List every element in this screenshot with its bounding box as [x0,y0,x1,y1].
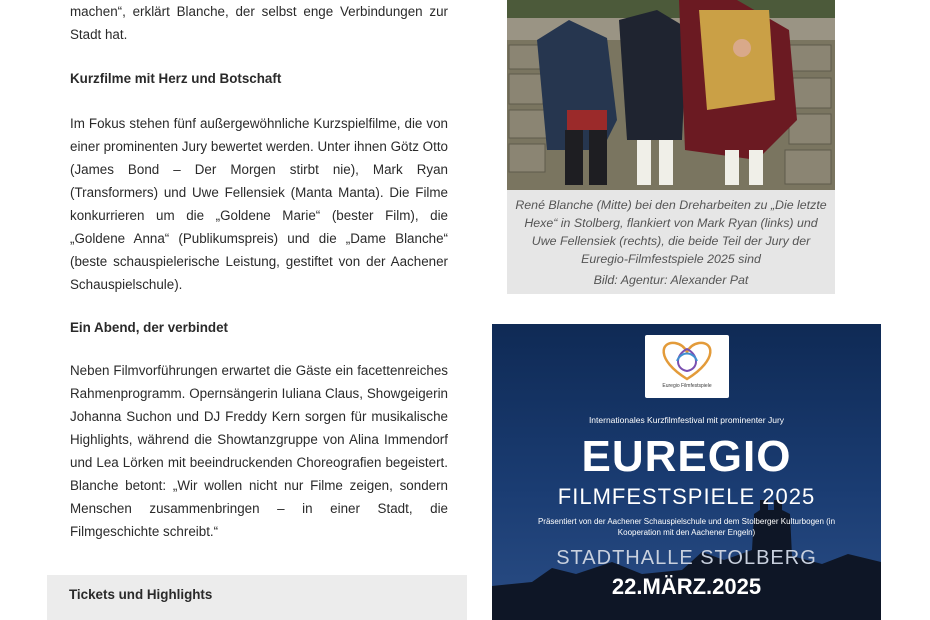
photo-credit: Bild: Agentur: Alexander Pat [593,273,749,287]
poster-subtitle: Internationales Kurzfilmfestival mit prominenter Jury [588,415,785,425]
film-set-photo [507,0,835,190]
poster-venue: STADTHALLE STOLBERG [556,547,817,569]
poster-presented-by: Präsentiert von der Aachener Schauspielschule und dem Stolberger Kulturbogen (in Kooperation mit den Aachener Engeln) [537,517,836,537]
section-heading-abend: Ein Abend, der verbindet [70,320,228,335]
photo-figure [507,0,835,294]
section-heading-tickets: Tickets und Highlights [69,587,213,602]
photo-caption: René Blanche (Mitte) bei den Dreharbeiten zu „Die letzte Hexe“ in Stolberg, flankiert von Mark Ryan (links) und Uwe Fellensiek (rechts), die beide Teil der Jury der Euregio-Filmfestspiele 2025 sind [515,198,827,266]
poster-title: EUREGIO [581,432,792,481]
poster-date: 22.MÄRZ.2025 [611,574,762,599]
poster-title-2: FILMFESTSPIELE 2025 [557,484,816,509]
paragraph-jury: Im Fokus stehen fünf außergewöhnliche Kurzspielfilme, die von einer prominenten Jury bewertet werden. Unter ihnen Götz Otto (James Bond – Der Morgen stirbt nie), Mark Ryan (Transformers) und Uwe Fellensiek (Manta Manta). Die Filme konkurrieren um die „Goldene Marie“ (bester Film), die „Goldene Anna“ (Publikumspreis) und die „Dame Blanche“ (beste schauspielerische Leistung, gestiftet von der Aachener Schauspielschule). [70,116,448,292]
logo-caption: Euregio Filmfestspiele [662,383,712,389]
section-heading-kurzfilme: Kurzfilme mit Herz und Botschaft [70,71,282,86]
festival-logo [645,335,729,398]
tickets-box [47,575,467,620]
intro-paragraph: machen“, erklärt Blanche, der selbst enge Verbindungen zur Stadt hat. [70,4,448,42]
paragraph-program: Neben Filmvorführungen erwartet die Gäste ein facettenreiches Rahmenprogramm. Opernsängerin Iuliana Claus, Showgeigerin Johanna Suchon und DJ Freddy Kern sorgen für musikalische Highlights, während die Showtanzgruppe von Alina Immendorf und Lea Lörken mit beeindruckenden Choreografien begeistert. Blanche betont: „Wir wollen nicht nur Filme zeigen, sondern Menschen zusammenbringen – in einer Stadt, die Filmgeschichte schreibt.“ [70,363,448,539]
festival-poster [492,324,881,620]
